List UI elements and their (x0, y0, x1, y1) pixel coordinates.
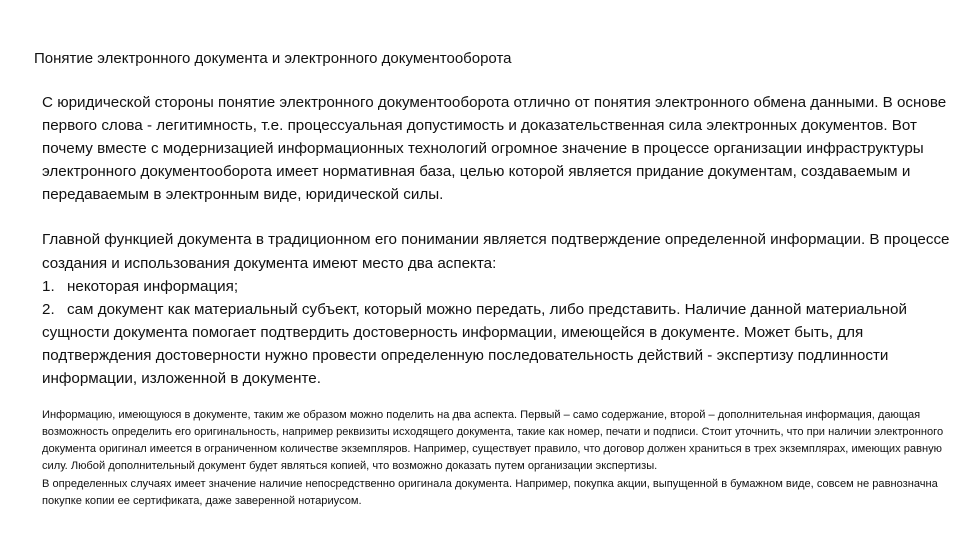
body-text (42, 91, 957, 510)
small-text-block (42, 407, 957, 510)
list-number: 1. (42, 277, 55, 295)
paragraph-document-function: Главной функцией документа в традиционном его понимании является подтверждение определенной информации. В процессе создания и использования документа имеют место два аспекта: (42, 231, 950, 272)
small-paragraph-original-document: В определенных случаях имеет значение наличие непосредственно оригинала документа. Например, покупка акции, выпущенной в бумажном виде, совсем не равнозначна покупке копии ее сертификата, даже заверенной нотариусом. (42, 477, 938, 507)
list-item (42, 275, 957, 298)
paragraph-gap (42, 206, 957, 228)
page-title: Понятие электронного документа и электронного документооборота (34, 50, 512, 67)
list-item (42, 298, 957, 390)
list-text: некоторая информация; (67, 277, 239, 295)
small-paragraph-information-aspects: Информацию, имеющуюся в документе, таким же образом можно поделить на два аспекта. Первый – само содержание, второй – дополнительная информация, дающая возможность определить его оригинальность, например реквизиты исходящего документа, такие как номер, печати и подписи. Стоит уточнить, что при наличии электронного документа оригинал имеется в ограниченном количестве экземпляров. Например, существует правило, что договор должен храниться в трех экземплярах, имеющих равную силу. Любой дополнительный документ будет являться копией, что возможно доказать путем организации экспертизы. (42, 409, 944, 473)
list-number: 2. (42, 300, 55, 318)
list-text: сам документ как материальный субъект, который можно передать, либо представить. Наличие данной материальной сущности документа помогает подтвердить достоверность информации, имеющейся в документе. Может быть, для подтверждения достоверности нужно провести определенную последовательность действий - экспертизу подлинности информации, изложенной в документе. (42, 300, 907, 388)
paragraph-legal-aspect: С юридической стороны понятие электронного документооборота отлично от понятия электронного обмена данными. В основе первого слова - легитимность, т.е. процессуальная допустимость и доказательственная сила электронных документов. Вот почему вместе с модернизацией информационных технологий огромное значение в процессе организации инфраструктуры электронного документооборота имеет нормативная база, целью которой является придание документам, создаваемым и передаваемым в электронным виде, юридической силы. (42, 94, 947, 204)
